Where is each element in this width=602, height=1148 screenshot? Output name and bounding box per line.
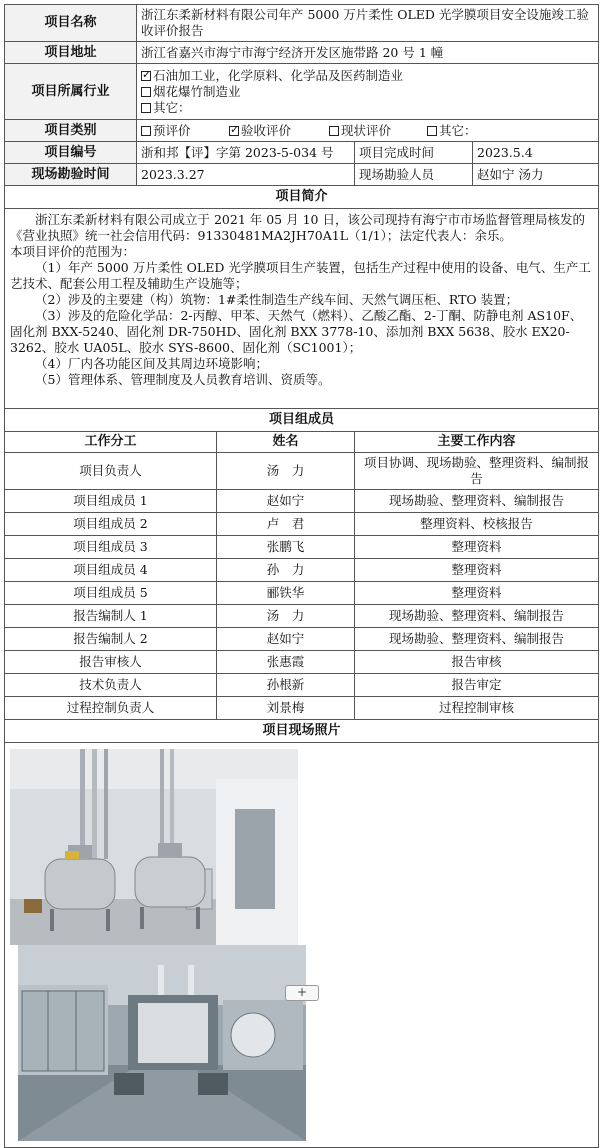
team-role: 项目组成员 4	[5, 559, 217, 582]
type-option-label-1: 预评价	[153, 122, 191, 138]
industry-option-3	[141, 100, 594, 116]
team-role: 报告编制人 1	[5, 605, 217, 628]
team-role: 技术负责人	[5, 674, 217, 697]
row-intro-title	[5, 186, 599, 209]
team-work: 过程控制审核	[355, 697, 599, 720]
team-work: 现场勘验、整理资料、编制报告	[355, 628, 599, 651]
project-number-value: 浙和邦【评】字第 2023-5-034 号	[137, 142, 355, 164]
team-header-row	[5, 432, 599, 453]
production-line-photo-image	[18, 945, 306, 1141]
survey-date-value: 2023.3.27	[137, 164, 355, 186]
team-role: 过程控制负责人	[5, 697, 217, 720]
team-role: 项目组成员 1	[5, 490, 217, 513]
row-photos-title	[5, 720, 599, 743]
team-name: 孙 力	[217, 559, 355, 582]
type-option-label-3: 现状评价	[341, 122, 392, 138]
industry-option-label-2: 烟花爆竹制造业	[153, 83, 241, 99]
team-role: 项目组成员 5	[5, 582, 217, 605]
project-number-label: 项目编号	[5, 142, 137, 164]
intro-paragraph-2: 本项目评价的范围为：	[10, 244, 136, 259]
team-name: 孙根新	[217, 674, 355, 697]
intro-item-1: （1）年产 5000 万片柔性 OLED 光学膜项目生产装置，包括生产过程中使用的设备、电气、生产工艺技术、配套公用工程及辅助生产设施等；	[10, 260, 591, 291]
industry-checkbox-2	[141, 87, 151, 97]
project-address-label: 项目地址	[5, 42, 137, 64]
team-name: 汤 力	[217, 605, 355, 628]
team-role: 报告编制人 2	[5, 628, 217, 651]
team-name: 汤 力	[217, 453, 355, 490]
intro-item-4: （4）厂内各功能区间及其周边环境影响；	[35, 356, 268, 371]
industry-option-label-1: 石油加工业，化学原料、化学品及医药制造业	[153, 67, 404, 83]
type-checkbox-3	[329, 126, 339, 136]
team-role: 项目组成员 2	[5, 513, 217, 536]
team-work: 整理资料、校核报告	[355, 513, 599, 536]
type-option-label-2: 验收评价	[241, 122, 292, 138]
table-row	[5, 490, 599, 513]
team-name: 赵如宁	[217, 628, 355, 651]
team-role: 项目组成员 3	[5, 536, 217, 559]
expand-button[interactable]: +	[285, 985, 319, 1001]
row-project-industry	[5, 64, 599, 120]
project-type-options	[137, 120, 599, 142]
row-project-number	[5, 142, 599, 164]
project-name-label: 项目名称	[5, 5, 137, 42]
complete-date-label: 项目完成时间	[355, 142, 473, 164]
industry-checkbox-3	[141, 103, 151, 113]
photos-cell	[5, 743, 599, 1148]
team-work: 现场勘验、整理资料、编制报告	[355, 605, 599, 628]
team-name: 张惠霞	[217, 651, 355, 674]
team-header-work: 主要工作内容	[355, 432, 599, 453]
table-row	[5, 559, 599, 582]
photos-title: 项目现场照片	[5, 720, 599, 743]
type-option-3	[329, 123, 427, 139]
team-work: 现场勘验、整理资料、编制报告	[355, 490, 599, 513]
intro-paragraph-1: 浙江东柔新材料有限公司成立于 2021 年 05 月 10 日，该公司现持有海宁市市场监督管理局核发的《营业执照》统一社会信用代码：91330481MA2JH70A1L（1/1）；法定代表人：余乐。	[10, 212, 585, 243]
surveyors-label: 现场勘验人员	[355, 164, 473, 186]
table-row	[5, 674, 599, 697]
team-work: 报告审核	[355, 651, 599, 674]
team-work: 项目协调、现场勘验、整理资料、编制报告	[355, 453, 599, 490]
table-row	[5, 453, 599, 490]
row-project-type	[5, 120, 599, 142]
project-address-value: 浙江省嘉兴市海宁市海宁经济开发区施带路 20 号 1 幢	[137, 42, 599, 64]
industry-option-label-3: 其它：	[153, 99, 191, 115]
type-checkbox-4	[427, 126, 437, 136]
intro-item-3: （3）涉及的危险化学品：2-丙醇、甲苯、天然气（燃料）、乙酸乙酯、2-丁酮、防静电剂 AS10F、固化剂 BXX-5240、固化剂 DR-750HD、固化剂 BXX 3778-10、添加剂 BXX 5638、胶水 EX20-3262、胶水 UA05L、胶水 SYS-8600、固化剂（SC1001）；	[10, 308, 583, 355]
table-row	[5, 605, 599, 628]
type-option-1	[141, 123, 229, 139]
intro-body	[5, 209, 599, 409]
row-survey	[5, 164, 599, 186]
industry-option-1	[141, 68, 594, 84]
table-row	[5, 628, 599, 651]
surveyors-value: 赵如宁 汤力	[473, 164, 599, 186]
table-row	[5, 536, 599, 559]
team-header-name: 姓名	[217, 432, 355, 453]
report-document	[4, 4, 598, 1148]
team-work: 整理资料	[355, 559, 599, 582]
table-row	[5, 513, 599, 536]
row-intro-body	[5, 209, 599, 409]
team-name: 赵如宁	[217, 490, 355, 513]
intro-item-5: （5）管理体系、管理制度及人员教育培训、资质等。	[35, 372, 331, 387]
table-row	[5, 697, 599, 720]
type-option-2	[229, 123, 329, 139]
table-row	[5, 582, 599, 605]
report-table	[4, 4, 599, 1148]
row-photos	[5, 743, 599, 1148]
intro-item-2: （2）涉及的主要建（构）筑物：1#柔性制造生产线车间、天然气调压柜、RTO 装置；	[35, 292, 519, 307]
type-checkbox-1	[141, 126, 151, 136]
team-work: 报告审定	[355, 674, 599, 697]
row-team-title	[5, 409, 599, 432]
team-header-role: 工作分工	[5, 432, 217, 453]
team-work: 整理资料	[355, 536, 599, 559]
complete-date-value: 2023.5.4	[473, 142, 599, 164]
team-work: 整理资料	[355, 582, 599, 605]
row-project-address	[5, 42, 599, 64]
industry-checkbox-1	[141, 71, 151, 81]
project-type-label: 项目类别	[5, 120, 137, 142]
team-title: 项目组成员	[5, 409, 599, 432]
intro-title: 项目简介	[5, 186, 599, 209]
team-role: 报告审核人	[5, 651, 217, 674]
site-photo-production-line	[18, 945, 306, 1141]
type-option-4	[427, 123, 477, 139]
team-name: 郦铁华	[217, 582, 355, 605]
reactor-photo-image	[10, 749, 298, 945]
table-row	[5, 651, 599, 674]
industry-option-2	[141, 84, 594, 100]
site-photo-reactors	[10, 749, 298, 945]
project-name-value: 浙江东柔新材料有限公司年产 5000 万片柔性 OLED 光学膜项目安全设施竣工验收评价报告	[137, 5, 599, 42]
row-project-name	[5, 5, 599, 42]
team-name: 刘景梅	[217, 697, 355, 720]
type-checkbox-2	[229, 126, 239, 136]
team-name: 卢 君	[217, 513, 355, 536]
type-option-label-4: 其它：	[439, 122, 477, 138]
survey-date-label: 现场勘验时间	[5, 164, 137, 186]
team-name: 张鹏飞	[217, 536, 355, 559]
project-industry-label: 项目所属行业	[5, 64, 137, 120]
project-industry-options	[137, 64, 599, 120]
team-role: 项目负责人	[5, 453, 217, 490]
